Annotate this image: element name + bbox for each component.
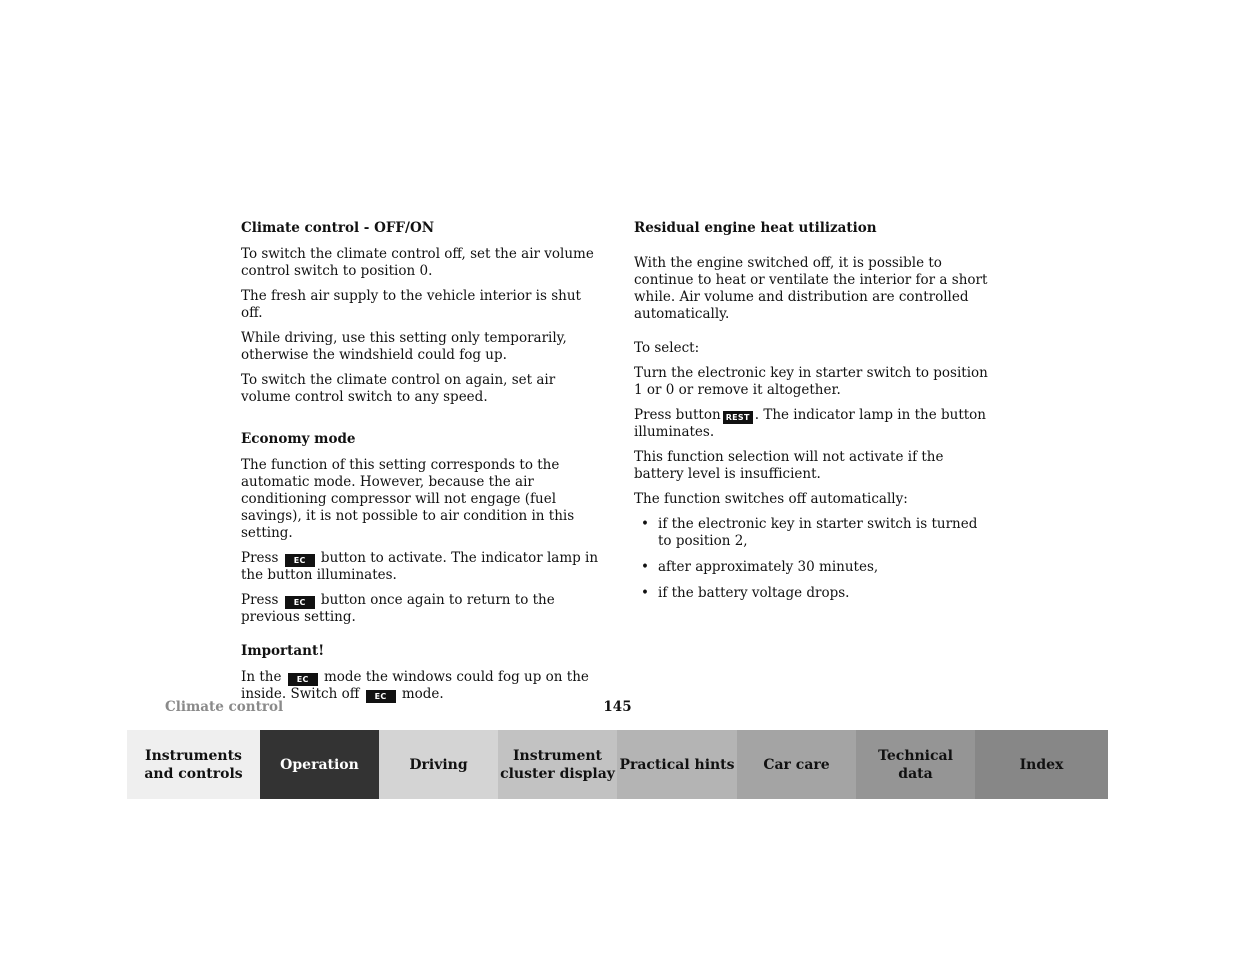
heading-residual-engine-heat: Residual engine heat utilization <box>634 220 877 236</box>
paragraph: The function of this setting corresponds to the automatic mode. However, because the air conditioning compressor will not engage (fuel savings), it is not possible to air condition in this setting. <box>241 457 575 541</box>
page-number: 145 <box>603 699 632 715</box>
right-column <box>634 220 989 611</box>
text: button to activate. The indicator lamp in the button illuminates. <box>241 550 599 583</box>
tab-operation[interactable]: Operation <box>260 730 379 799</box>
paragraph: To switch the climate control off, set the air volume control switch to position 0. <box>241 246 594 279</box>
tab-technical-data[interactable]: Technical data <box>856 730 975 799</box>
paragraph: While driving, use this setting only temporarily, otherwise the windshield could fog up. <box>241 330 567 363</box>
ec-button-icon: EC <box>285 554 315 567</box>
spacer <box>241 414 603 431</box>
heading-economy-mode: Economy mode <box>241 431 356 447</box>
paragraph: With the engine switched off, it is possible to continue to heat or ventilate the interior for a short while. Air volume and distribution are controlled automatically. <box>634 255 988 322</box>
heading-climate-control-off-on: Climate control - OFF/ON <box>241 220 435 236</box>
tab-index[interactable]: Index <box>975 730 1108 799</box>
ec-button-icon: EC <box>366 690 396 703</box>
list-item: • after approximately 30 minutes, <box>634 559 989 576</box>
section-label: Climate control <box>165 699 284 715</box>
text: Press <box>241 550 279 566</box>
text: In the <box>241 669 282 685</box>
list-item: • if the electronic key in starter switch is turned to position 2, <box>634 516 989 550</box>
rest-button-icon: REST <box>723 411 753 424</box>
chapter-tab-bar <box>127 730 1108 799</box>
tab-instrument-cluster-display[interactable]: Instrument cluster display <box>498 730 617 799</box>
paragraph-to-select: To select: <box>634 340 700 356</box>
list-item: • if the battery voltage drops. <box>634 585 989 602</box>
paragraph: The fresh air supply to the vehicle interior is shut off. <box>241 288 581 321</box>
text: . The indicator lamp in the button illuminates. <box>634 407 986 440</box>
paragraph: The function switches off automatically: <box>634 491 908 507</box>
tab-instruments-and-controls[interactable]: Instruments and controls <box>127 730 260 799</box>
ec-button-icon: EC <box>288 673 318 686</box>
tab-driving[interactable]: Driving <box>379 730 498 799</box>
paragraph: Turn the electronic key in starter switch to position 1 or 0 or remove it altogether. <box>634 365 988 398</box>
bullet-list <box>634 516 989 602</box>
paragraph: This function selection will not activate if the battery level is insufficient. <box>634 449 944 482</box>
text: button once again to return to the previous setting. <box>241 592 555 625</box>
text: Press <box>241 592 279 608</box>
paragraph-press-rest <box>634 407 989 441</box>
left-column <box>241 220 603 711</box>
tab-practical-hints[interactable]: Practical hints <box>617 730 737 799</box>
paragraph-press-ec <box>241 550 603 584</box>
tab-car-care[interactable]: Car care <box>737 730 856 799</box>
paragraph: To switch the climate control on again, set air volume control switch to any speed. <box>241 372 556 405</box>
text: mode the windows could fog up on the inside. Switch off <box>241 669 589 702</box>
paragraph-press-ec-again <box>241 592 603 626</box>
text: mode. <box>401 686 444 702</box>
heading-important: Important! <box>241 643 325 659</box>
paragraph-important <box>241 669 603 703</box>
spacer <box>241 634 603 643</box>
ec-button-icon: EC <box>285 596 315 609</box>
text: Press button <box>634 407 721 423</box>
spacer <box>634 331 989 340</box>
